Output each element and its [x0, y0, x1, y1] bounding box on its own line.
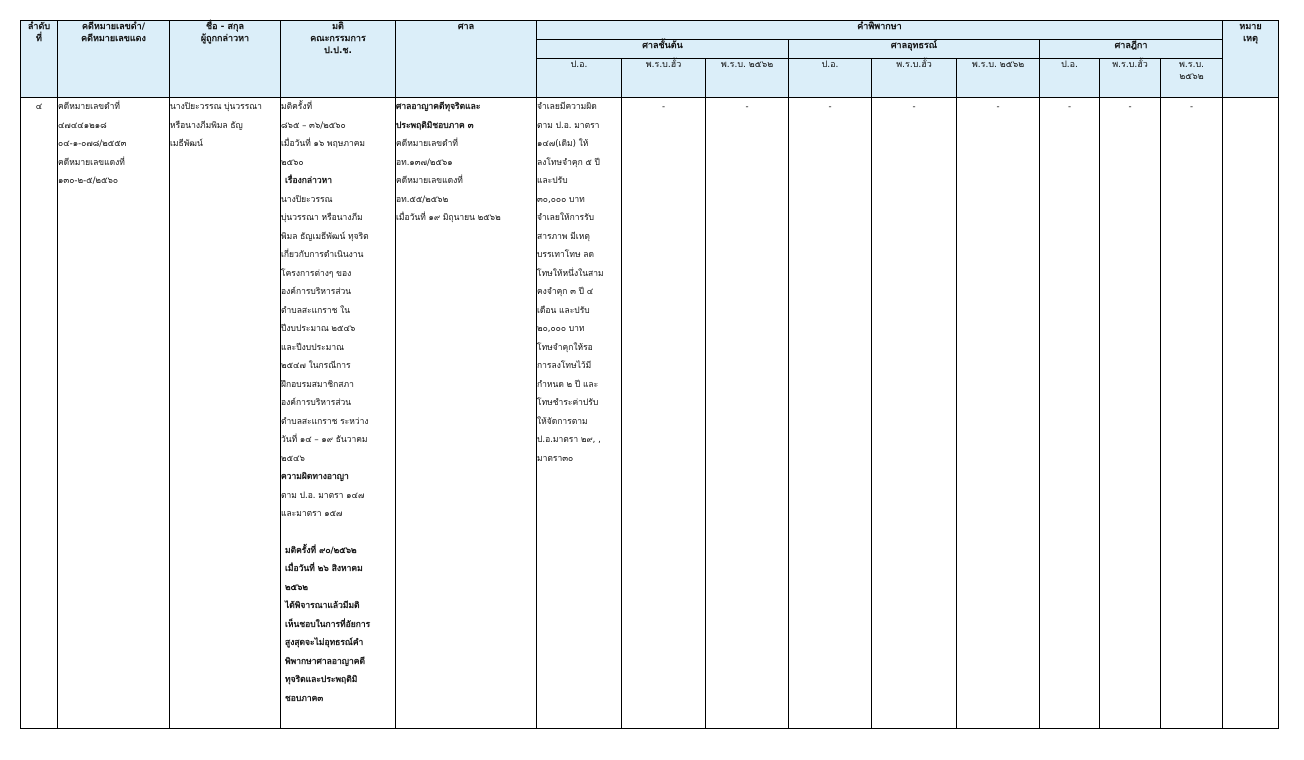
header-remark: หมาย เหตุ: [1223, 21, 1279, 98]
cell-first-pr: -: [622, 98, 706, 729]
header-court-appeal: ศาลอุทธรณ์: [789, 40, 1040, 59]
cell-supreme-po: -: [1040, 98, 1100, 729]
header-case-no: คดีหมายเลขดำ/ คดีหมายเลขแดง: [58, 21, 170, 98]
header-supreme-po: ป.อ.: [1040, 59, 1100, 98]
header-supreme-pr: พ.ร.บ.ฮั้ว: [1100, 59, 1161, 98]
cell-first-pr2562: -: [706, 98, 789, 729]
cell-seq: ๔: [21, 98, 58, 729]
resolution-part-3: ตาม ป.อ. มาตรา ๑๔๗ และมาตรา ๑๕๗: [281, 490, 365, 519]
cell-remark: [1223, 98, 1279, 729]
header-verdict: คำพิพากษา: [537, 21, 1223, 40]
court-body: คดีหมายเลขดำที่ อท.๑๓๗/๒๕๖๑ คดีหมายเลขแดงที่ อท.๕๕/๒๕๖๒ เมื่อวันที่ ๑๙ มิถุนายน ๒๕๖๒: [396, 139, 501, 223]
resolution-part-4: มติครั้งที่ ๙๐/๒๕๖๒ เมื่อวันที่ ๒๖ สิงหาคม ๒๕๖๒ ได้พิจารณาแล้วมีมติ เห็นชอบในการที่อัยการ สูงสุดจะไม่อุทธรณ์คำ พิพากษาศาลอาญาคดี ทุจริตและประพฤติมิ ชอบภาค๓: [285, 545, 371, 704]
court-cases-table: [20, 20, 1279, 729]
header-accused: ชื่อ - สกุล ผู้ถูกกล่าวหา: [170, 21, 281, 98]
court-title: ศาลอาญาคดีทุจริตและ ประพฤติมิชอบภาค ๓: [396, 102, 481, 131]
header-supreme-pr2562: พ.ร.บ. ๒๕๖๒: [1161, 59, 1223, 98]
header-appeal-pr2562: พ.ร.บ. ๒๕๖๒: [957, 59, 1040, 98]
cell-appeal-pr: -: [872, 98, 957, 729]
cell-case-no: คดีหมายเลขดำที่ ๔๗๔๔๑๒๑๘ ๐๔-๑-๐๗๘/๒๕๕๓ คดีหมายเลขแดงที่ ๑๓๐-๒-๕/๒๕๖๐: [58, 98, 170, 729]
cell-supreme-pr2562: -: [1161, 98, 1223, 729]
cell-accused: นางปิยะวรรณ บุ่นวรรณา หรือนางภีมพิมล ธัญ เมธีพัฒน์: [170, 98, 281, 729]
header-first-po: ป.อ.: [537, 59, 622, 98]
cell-supreme-pr: -: [1100, 98, 1161, 729]
header-court-first: ศาลชั้นต้น: [537, 40, 789, 59]
header-seq: ลำดับ ที่: [21, 21, 58, 98]
header-resolution: มติ คณะกรรมการ ป.ป.ช.: [281, 21, 396, 98]
header-first-pr2562: พ.ร.บ. ๒๕๖๒: [706, 59, 789, 98]
header-court-supreme: ศาลฎีกา: [1040, 40, 1223, 59]
header-first-pr: พ.ร.บ.ฮั้ว: [622, 59, 706, 98]
cell-first-po: จำเลยมีความผิด ตาม ป.อ. มาตรา ๑๔๗(เดิม) ให้ ลงโทษจำคุก ๕ ปี และปรับ ๓๐,๐๐๐ บาท จำเลยให้การรับ สารภาพ มีเหตุ บรรเทาโทษ ลด โทษให้หนึ่งในสาม คงจำคุก ๓ ปี ๔ เดือน และปรับ ๒๐,๐๐๐ บาท โทษจำคุกให้รอ การลงโทษไว้มี กำหนด ๒ ปี และ โทษชำระค่าปรับ ให้จัดการตาม ป.อ.มาตรา ๒๙, , มาตรา๓๐: [537, 98, 622, 729]
cell-resolution: [281, 98, 396, 729]
header-appeal-pr: พ.ร.บ.ฮั้ว: [872, 59, 957, 98]
header-appeal-po: ป.อ.: [789, 59, 872, 98]
resolution-part-1: มติครั้งที่ ๘๖๕ – ๓๖/๒๕๖๐ เมื่อวันที่ ๑๖ พฤษภาคม ๒๕๖๐: [281, 102, 366, 168]
cell-appeal-po: -: [789, 98, 872, 729]
resolution-title-allegation: เรื่องกล่าวหา: [285, 176, 333, 186]
cell-court: [396, 98, 537, 729]
resolution-part-2: นางปิยะวรรณ บุ่นวรรณา หรือนางภีม พิมล ธัญเมธีพัฒน์ ทุจริต เกี่ยวกับการดำเนินงาน โครงการต่างๆ ของ องค์การบริหารส่วน ตำบลสะแกราช ใน ปีงบประมาณ ๒๕๔๖ และปีงบประมาณ ๒๕๔๗ ในกรณีการ ฝึกอบรมสมาชิกสภา องค์การบริหารส่วน ตำบลสะแกราช ระหว่าง วันที่ ๑๔ – ๑๙ ธันวาคม ๒๕๔๖: [281, 194, 369, 464]
resolution-title-criminal: ความผิดทางอาญา: [281, 472, 349, 482]
table-row: [21, 98, 1279, 729]
resolution-spacer: [281, 524, 395, 542]
header-court: ศาล: [396, 21, 537, 98]
cell-appeal-pr2562: -: [957, 98, 1040, 729]
